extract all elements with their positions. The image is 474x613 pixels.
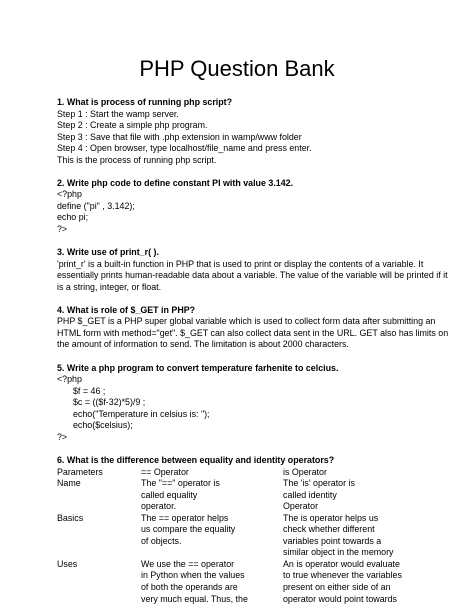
question-3 [57,247,457,293]
code-line: ?> [57,224,68,235]
table-cell [57,524,141,536]
question-heading: 6. What is the difference between equality and identity operators? [57,454,335,465]
table-cell: We use the == operator [141,558,235,569]
table-cell: variables point towards a [283,535,382,546]
table-cell: The is operator helps us [283,512,379,523]
question-2 [57,178,457,236]
table-cell: Basics [57,512,84,523]
answer-line: PHP $_GET is a PHP super global variable which is used to collect form data after submitting an [57,316,436,327]
table-cell: An is operator would evaluate [283,558,400,569]
question-heading: 4. What is role of $_GET in PHP? [57,304,196,315]
code-line: $c = (($f-32)*5)/9 ; [73,397,146,408]
code-line: <?php [57,374,82,385]
table-cell: Uses [57,558,78,569]
table-cell: similar object in the memory [283,547,394,558]
question-heading: 3. Write use of print_r( ). [57,247,159,258]
table-cell: operator would point towards [283,593,397,604]
table-cell [57,570,141,582]
table-cell: The 'is' operator is [283,478,355,489]
table-cell: in Python when the values [141,570,245,581]
table-cell: us compare the equality [141,524,236,535]
table-cell [141,547,283,559]
table-cell: of objects. [141,535,182,546]
code-line: echo("Temperature in celsius is: "); [73,408,210,419]
answer-line: Step 2 : Create a simple php program. [57,120,208,131]
code-line: $f = 46 ; [73,385,106,396]
question-heading: 2. Write php code to define constant PI with value 3.142. [57,177,294,188]
table-cell: is Operator [283,466,327,477]
table-cell: The == operator helps [141,512,229,523]
code-line: ?> [57,431,68,442]
table-cell: called identity [283,489,337,500]
answer-line: Step 1 : Start the wamp server. [57,108,179,119]
table-cell: called equality [141,489,198,500]
comparison-table [57,467,457,606]
answer-line: Step 3 : Save that file with .php extension in wamp/www folder [57,131,302,142]
answer-line: is a string, integer, or float. [57,281,162,292]
answer-line: Step 4 : Open browser, type localhost/file_name and press enter. [57,143,312,154]
table-cell: check whether different [283,524,375,535]
table-cell [57,582,141,594]
table-cell [57,501,141,513]
table-cell: Name [57,478,81,489]
question-4 [57,305,457,351]
code-line: echo pi; [57,212,89,223]
table-cell: very much equal. Thus, the [141,593,248,604]
table-cell: to true whenever the variables [283,570,402,581]
question-1 [57,97,457,166]
table-cell [57,536,141,548]
question-6 [57,455,457,605]
question-heading: 1. What is process of running php script? [57,97,233,107]
code-line: <?php [57,189,82,200]
table-cell [57,547,141,559]
table-cell: The "==" operator is [141,478,220,489]
table-cell: == Operator [141,466,189,477]
answer-line: essentially prints human-readable data about a variable. The value of the variable will be printed if it [57,270,448,281]
code-line: echo($celsius); [73,420,133,431]
page-title: PHP Question Bank [139,56,335,81]
answer-line: HTML form with method="get". $_GET can also collect data sent in the URL. GET also has limits on [57,327,449,338]
answer-line: 'print_r' is a built-in function in PHP that is used to print or display the contents of a variable. It [57,258,424,269]
code-line: define ("pi" , 3.142); [57,200,135,211]
table-cell [57,594,141,606]
table-cell: present on either side of an [283,581,391,592]
table-cell: Parameters [57,466,103,477]
table-cell: Operator [283,501,319,512]
answer-line: This is the process of running php script. [57,154,217,165]
table-cell: of both the operands are [141,581,238,592]
table-cell: operator. [141,501,177,512]
question-heading: 5. Write a php program to convert temperature farhenite to celcius. [57,362,339,373]
table-cell [57,490,141,502]
answer-line: the amount of information to send. The limitation is about 2000 characters. [57,339,349,350]
question-5 [57,363,457,444]
question-list [57,97,457,605]
